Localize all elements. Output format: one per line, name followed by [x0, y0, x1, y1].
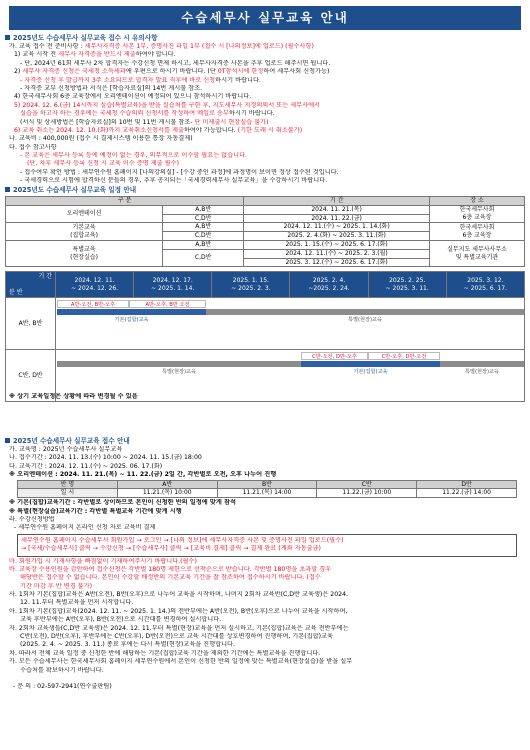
note-basic: ※ 기본(집합)교육기간 : 각반별로 상이하므로 본인이 신청한 반의 일정에 맞게 참석: [9, 499, 236, 507]
class-cell: A,B반: [163, 223, 244, 232]
cd-basic-label: 기본(집합)교육: [353, 369, 388, 376]
group-cell: 기본교육 (집합교육): [6, 223, 163, 241]
plain-text: 하여야 합니다.: [135, 51, 176, 59]
plain-text: 하여 세무사회 신청가능): [263, 68, 330, 76]
ot-cell: 일 시: [18, 489, 118, 498]
ab-session-pm-am: A반-오후, B반 오전: [129, 300, 206, 308]
course-period: 다. 교육기간 : 2024. 12. 11.(수) ~ 2025. 06. 17.(화): [9, 462, 163, 470]
emphasis-text: (단, 차후 세무사 등록 신청 시 교육 이수 증명 제출 필수): [27, 160, 179, 168]
precaution-line: [5, 60, 525, 68]
cd-special-label-2: 특별(현장)교육: [464, 369, 500, 376]
bullet-square-icon: [5, 187, 10, 192]
timeline-period-header: 2024. 12. 17. ~ 2025. 1. 14.: [134, 272, 212, 298]
timeline-period-header: 2025. 1. 15. ~ 2025. 2. 3.: [212, 272, 290, 298]
ab-basic-bar: [57, 309, 206, 315]
period-cell: 2024. 12. 11.(수) ~ 2025. 2. 3.(월): [244, 249, 430, 258]
class-cell: C,D반: [163, 232, 244, 241]
period-cell: 2024. 11. 21.(목): [244, 205, 430, 214]
cd-special-label-1: 특별(현장)교육: [161, 369, 197, 376]
ot-header: 반 명: [18, 480, 118, 489]
bullet-square-icon: [5, 438, 10, 443]
ot-cell: 11.22.(금) 10:00: [317, 489, 417, 498]
plain-text: - 단, 2024년 61회 세무사 2차 합격자는 수강신청 면제 하시고, 세무사자격증 사본을 추후 업로드 해주시면 됩니다.: [20, 59, 331, 67]
apply-step-2: → [국세/수습세무사] 클릭 → 수강신청 → [수습세무사] 클릭 → [교육비 결제] 클릭 → 결제 완료 (계좌 자동출금): [21, 545, 321, 553]
emphasis-text: 5) 2024. 12. 6.(금) 14시까지 실습(특별교육)을 받을 실습처를 구한 후, 지도세무사 지정의뢰서 또는 세무사에서: [14, 101, 321, 109]
class-label-ab: A반, B반: [6, 298, 56, 350]
ot-cell: 11.21.(목) 10:00: [117, 489, 217, 498]
note-ja: 자. 2회차 교육생들(C,D반 교육생)은 2024. 12. 11.부터 특별(현장)교육을 먼저 실시하고, 기본(집합)교육은 교육 전반부에는: [9, 624, 349, 632]
precaution-list: [5, 43, 525, 186]
schedule-table: [5, 196, 525, 267]
precaution-line: [5, 177, 525, 185]
orientation-note: ※ 오리엔테이션 : 2024. 11. 21.(목) ~ 11. 22.(금) 2일 간, 각반별로 오전, 오후 나누어 진행: [9, 471, 277, 479]
place-cell: 한국세무사회: [430, 223, 525, 232]
section-precautions: [5, 34, 525, 186]
note-ja: C반(오전), D반(오후), 후반부에는 C반(오후), D반(오전)으로 교육 시간대를 상호변경하여 진행하며, 기본(집합)교육: [20, 633, 333, 641]
precaution-line: [5, 93, 525, 101]
group-cell: 특별교육 (현장실습): [6, 240, 163, 266]
plain-text: 에 우편으로 하시기 바랍니다. (단: [125, 68, 218, 76]
ot-header: C반: [317, 480, 417, 489]
col-header-place: 장 소: [430, 197, 525, 206]
group-cell: 오리엔테이션: [6, 205, 163, 223]
period-cell: 2025. 3. 12.(수) ~ 2025. 6. 17.(화): [244, 258, 430, 267]
precaution-line: [5, 102, 525, 110]
note-ja: (2025. 2. 4. ~ 2025. 3. 11.) 종료 후에는 다시 특별(현장)교육을 진행합니다.: [20, 641, 235, 649]
apply-step-1: 세무연수원 홈페이지 수습세무사 회원가입 → 로그인 → [나의 정보]에 세무사자격증 사본 및 증명사진 파일 업로드(필수): [21, 536, 344, 544]
col-header-division: 구 분: [6, 197, 244, 206]
note-ba: 기간 마감 후 반 변경 불가): [20, 582, 93, 590]
place-cell: 실무지도 세무사사무소 및 특별교육기관: [430, 240, 525, 266]
timeline-period-header: 2025. 3. 12. ~ 2025. 6. 17.: [446, 272, 524, 298]
table-row: [6, 240, 525, 249]
orientation-table: [17, 480, 517, 499]
apply-steps-box: [17, 534, 517, 557]
precaution-line: [5, 43, 525, 51]
precaution-line: [5, 135, 525, 143]
emphasis-text: 6) 교육 취소는 2024. 12. 10.(화)까지 교육취소신청서를 제출: [14, 126, 184, 134]
precaution-line: [5, 85, 525, 93]
period-cell: 2024. 12. 11.(수) ~ 2025. 1. 14.(화): [244, 223, 430, 232]
plain-text: 하시기 바랍니다.: [215, 76, 261, 84]
plain-text: - 자격증 교부 신청방법과 서식은 [학습자료실]의 14번 게시물 참조.: [20, 84, 203, 92]
period-cell: 2025. 1. 15.(수) ~ 2025. 6. 17.(화): [244, 240, 430, 249]
ot-cell: 11.21.(목) 14:00: [217, 489, 317, 498]
timeline-period-header: 2025. 2. 25. ~ 2025. 3. 11.: [368, 272, 446, 298]
cd-session-pm-am: C반-오후, D반-오전: [368, 352, 440, 360]
plain-text: 하여야 가능합니다.: [183, 126, 238, 134]
how-to-apply-desc: - 세무연수원 홈페이지 온라인 신청 자로 교육비 결제: [14, 524, 156, 532]
note-ma: 마. 회원가입 시 기재사항을 빠짐없이 기재하여주시기 바랍니다.(필수): [9, 557, 197, 565]
precaution-line: [5, 110, 525, 118]
plain-text: - 국세경력으로 시험에 합격하신 분들의 경우, 추후 공지되는「국세경력세무사 실무교육」을 수강하시기 바랍니다.: [20, 177, 328, 185]
period-cell: 2024. 11. 22.(금): [244, 214, 430, 223]
plain-text: 2): [14, 68, 23, 76]
ot-cell: 11.22.(금) 14:00: [417, 489, 517, 498]
timeline-table: [5, 271, 525, 402]
bullet-square-icon: [5, 35, 10, 40]
plain-text: 1) 교육 시작 전: [14, 51, 59, 59]
contact-info: - 문 의 : 02-597-2941(연수출판팀): [13, 682, 112, 690]
ab-basic-label: 기본(집합)교육: [114, 317, 149, 324]
note-ka: 카. 모든 수습세무사는 한국세무사회 홈페이지 세무연수원에서 본인이 신청한 반의 일정에 맞는 특별교육(현장실습)을 받을 실무: [9, 658, 353, 666]
plain-text: (서식 및 상세방법은 [학습자료실]의 10번 및 11번 게시물 참조-: [20, 118, 195, 126]
place-cell: 6층 교육장: [430, 232, 525, 241]
ab-special-label: 특별(현장)교육: [347, 317, 383, 324]
class-cell: C,D반: [163, 249, 244, 267]
plain-text: 나. 교육비 : 400,000원 (접수 시 결제시스템 이용한 통장 자동결제): [9, 135, 193, 143]
precaution-line: [5, 160, 525, 168]
note-sa: 사. 1회차 기본(집합)교육은 A반(오전), B반(오후)으로 나누어 교육을 시작하며, 나머지 2회차 교육반(C,D반 교육생)은 2024.: [9, 591, 348, 599]
precaution-line: [5, 77, 525, 85]
note-ka: 수습처를 확보하시기 바랍니다.: [20, 666, 104, 674]
precaution-line: [5, 144, 525, 152]
section-registration: [5, 437, 525, 691]
precaution-line: [5, 68, 525, 76]
emphasis-text: - 본 교육은 세무사 등록 등에 예정이 없는 경우, 의무적으로 이수할 필요는 없습니다.: [20, 152, 248, 160]
plain-text: - 접수여부 확인 방법 : 세무연수원 홈페이지 [나의강의실] - [수강 중인 과정]에 과정명이 보이면 정상 접수된 것입니다.: [20, 168, 339, 176]
timeline-period-header: 2024. 12. 11. ~ 2024. 12. 26.: [56, 272, 134, 298]
section-heading: 2025년도 수습세무사 실무교육 접수 시 유의사항: [5, 34, 525, 43]
section-schedule: [5, 186, 525, 403]
timeline-chart: [5, 271, 525, 403]
table-row: [18, 489, 517, 498]
place-cell: 한국세무사회: [430, 205, 525, 214]
course-name: 가. 교육명 : 2025년 수습세무사 실무교육: [9, 446, 123, 453]
cd-special-bar-1: [57, 361, 301, 367]
emphasis-text: 실습을 하고자 하는 경우에는 국세청 수습의뢰 신청서를 작성하여 메일로 송부: [20, 110, 229, 118]
plain-text: 다. 접수 참고사항: [9, 143, 57, 151]
note-cha: 차. 따라서 전체 교육 일정 중 신청한 반에 해당하는 기본(집합)교육 기간을 제외한 기간에는 특별교육을 진행합니다.: [9, 649, 321, 657]
ab-session-am-pm: A반-오전, B반-오후: [57, 300, 129, 308]
note-ah: 아. 1회차 기본(집합)교육(2024. 12. 11. ~ 2025. 1. 14.)의 전반부에는 A반(오전), B반(오후)으로 나누어 교육을 시작하며,: [9, 607, 348, 615]
period-cell: 2025. 2. 4.(화) ~ 2025. 3. 11.(화): [244, 232, 430, 241]
ab-special-bar: [206, 309, 524, 315]
plain-text: 가. 교육 접수 전 준비사항 :: [9, 43, 85, 50]
ot-header: B반: [217, 480, 317, 489]
emphasis-text: 세무사 자격증 신청은 국세청 소득세과: [22, 68, 126, 76]
cd-session-am-pm: C반-오전, D반-오후: [301, 352, 368, 360]
cd-special-bar-2: [440, 361, 524, 367]
precaution-line: [5, 127, 525, 135]
class-cell: A,B반: [163, 205, 244, 214]
ot-header: A반: [117, 480, 217, 489]
emphasis-text: 단 미제출시 현장실습 불가): [194, 118, 269, 126]
col-header-period: 기 간: [244, 197, 430, 206]
emphasis-text: 세무사 자격증을 반드시 제출: [58, 51, 136, 59]
page-title: 수습세무사 실무교육 안내: [9, 6, 521, 30]
place-cell: 6층 교육장: [430, 214, 525, 223]
table-row: [6, 205, 525, 214]
precaution-line: [5, 169, 525, 177]
note-ba: 바. 교육장 수용인원을 감안하여 접수신청은 각반별 180명 제한으로 선착순으로 받습니다. 각반별 180명을 초과할 경우: [9, 565, 332, 573]
timeline-period-header: 2025. 2. 4. ~2025. 2. 24.: [290, 272, 368, 298]
section-heading: 2025년 수습세무사 실무교육 접수 안내: [5, 437, 525, 446]
note-ah: 교육 후반부에는 A반(오후), B반(오전)으로 시간대를 변경하여 실시합니다.: [20, 616, 222, 624]
note-special: ※ 특별(현장실습)교육기간 : 각반별 특별교육 기간에 맞게 시행: [9, 507, 182, 515]
timeline-corner: 기 간 분 반: [6, 272, 56, 298]
ot-header: D반: [417, 480, 517, 489]
schedule-note: ※ 상기 교육일정은 상황에 따라 변경될 수 있음: [9, 393, 138, 401]
class-label-cd: C반, D반: [6, 350, 56, 402]
section-heading: 2025년도 수습세무사 실무교육 일정 안내: [5, 186, 525, 195]
table-row: [6, 223, 525, 232]
cd-basic-bar: [301, 361, 440, 367]
registration-period: 나. 접수기간 : 2024. 11. 13.(수) 10:00 ~ 2024. 11. 15.(금) 18:00: [9, 454, 202, 462]
precaution-line: [5, 119, 525, 127]
emphasis-text: 세무사자격증 사본 1부, 증명사진 파일 1부 (접수 시 [나의정보]에 업로드) (필수사항): [84, 43, 314, 50]
emphasis-text: 0T참석시에 한정: [217, 68, 264, 76]
emphasis-text: - 자격증 신청 후 발급까지 3주 소요되므로 합격자 발표 직후에 바로 신청: [20, 76, 216, 84]
class-cell: C,D반: [163, 214, 244, 223]
plain-text: 하시기 바랍니다.: [228, 110, 275, 118]
how-to-apply: 라. 수강신청방법: [9, 515, 55, 523]
class-cell: A,B반: [163, 240, 244, 249]
note-ba: 해당반은 접수할 수 없습니다. 본인이 수강할 배정반의 기본교육 기간을 잘 참조하여 접수하시기 바랍니다. (접수: [20, 574, 321, 582]
note-sa: 12. 11.부터 특별교육을 먼저 시작합니다.: [20, 599, 134, 607]
plain-text: 4) 한국세무사회 6층 교육장에서 오리엔테이션이 예정되어 있으니 참석하시기 바랍니다.: [14, 93, 252, 101]
precaution-line: [5, 152, 525, 160]
emphasis-text: (기한 도래 시 취소불가): [237, 126, 303, 134]
precaution-line: [5, 51, 525, 59]
